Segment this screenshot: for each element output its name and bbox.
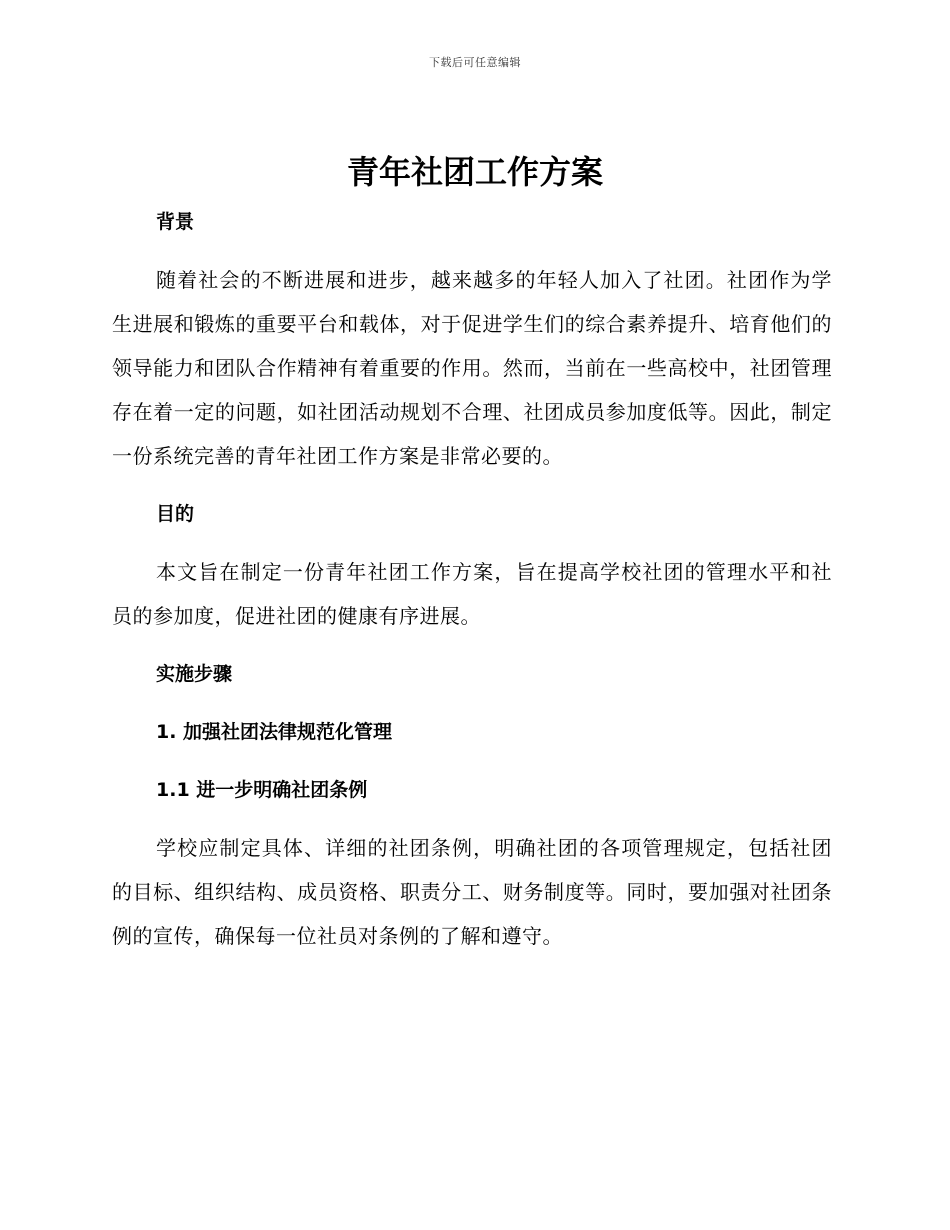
section-heading-steps: 实施步骤: [156, 663, 233, 685]
subsection-heading-step1: 1. 加强社团法律规范化管理: [156, 721, 393, 743]
page-header-note: 下载后可任意编辑: [429, 56, 521, 69]
document-title: 青年社团工作方案: [346, 153, 603, 191]
section-heading-goal: 目的: [156, 503, 195, 525]
paragraph-goal: 本文旨在制定一份青年社团工作方案，旨在提高学校社团的管理水平和社员的参加度，促进社团的健康有序进展。: [112, 560, 832, 628]
subsection-heading-step1-1: 1.1 进一步明确社团条例: [156, 779, 368, 801]
section-heading-background: 背景: [156, 211, 195, 233]
document-body: [112, 200, 832, 958]
paragraph-background: 随着社会的不断进展和进步，越来越多的年轻人加入了社团。社团作为学生进展和锻炼的重要平台和载体，对于促进学生们的综合素养提升、培育他们的领导能力和团队合作精神有着重要的作用。然而，当前在一些高校中，社团管理存在着一定的问题，如社团活动规划不合理、社团成员参加度低等。因此，制定一份系统完善的青年社团工作方案是非常必要的。: [112, 268, 832, 468]
paragraph-step1-1: 学校应制定具体、详细的社团条例，明确社团的各项管理规定，包括社团的目标、组织结构、成员资格、职责分工、财务制度等。同时，要加强对社团条例的宣传，确保每一位社员对条例的了解和遵守。: [112, 836, 832, 948]
